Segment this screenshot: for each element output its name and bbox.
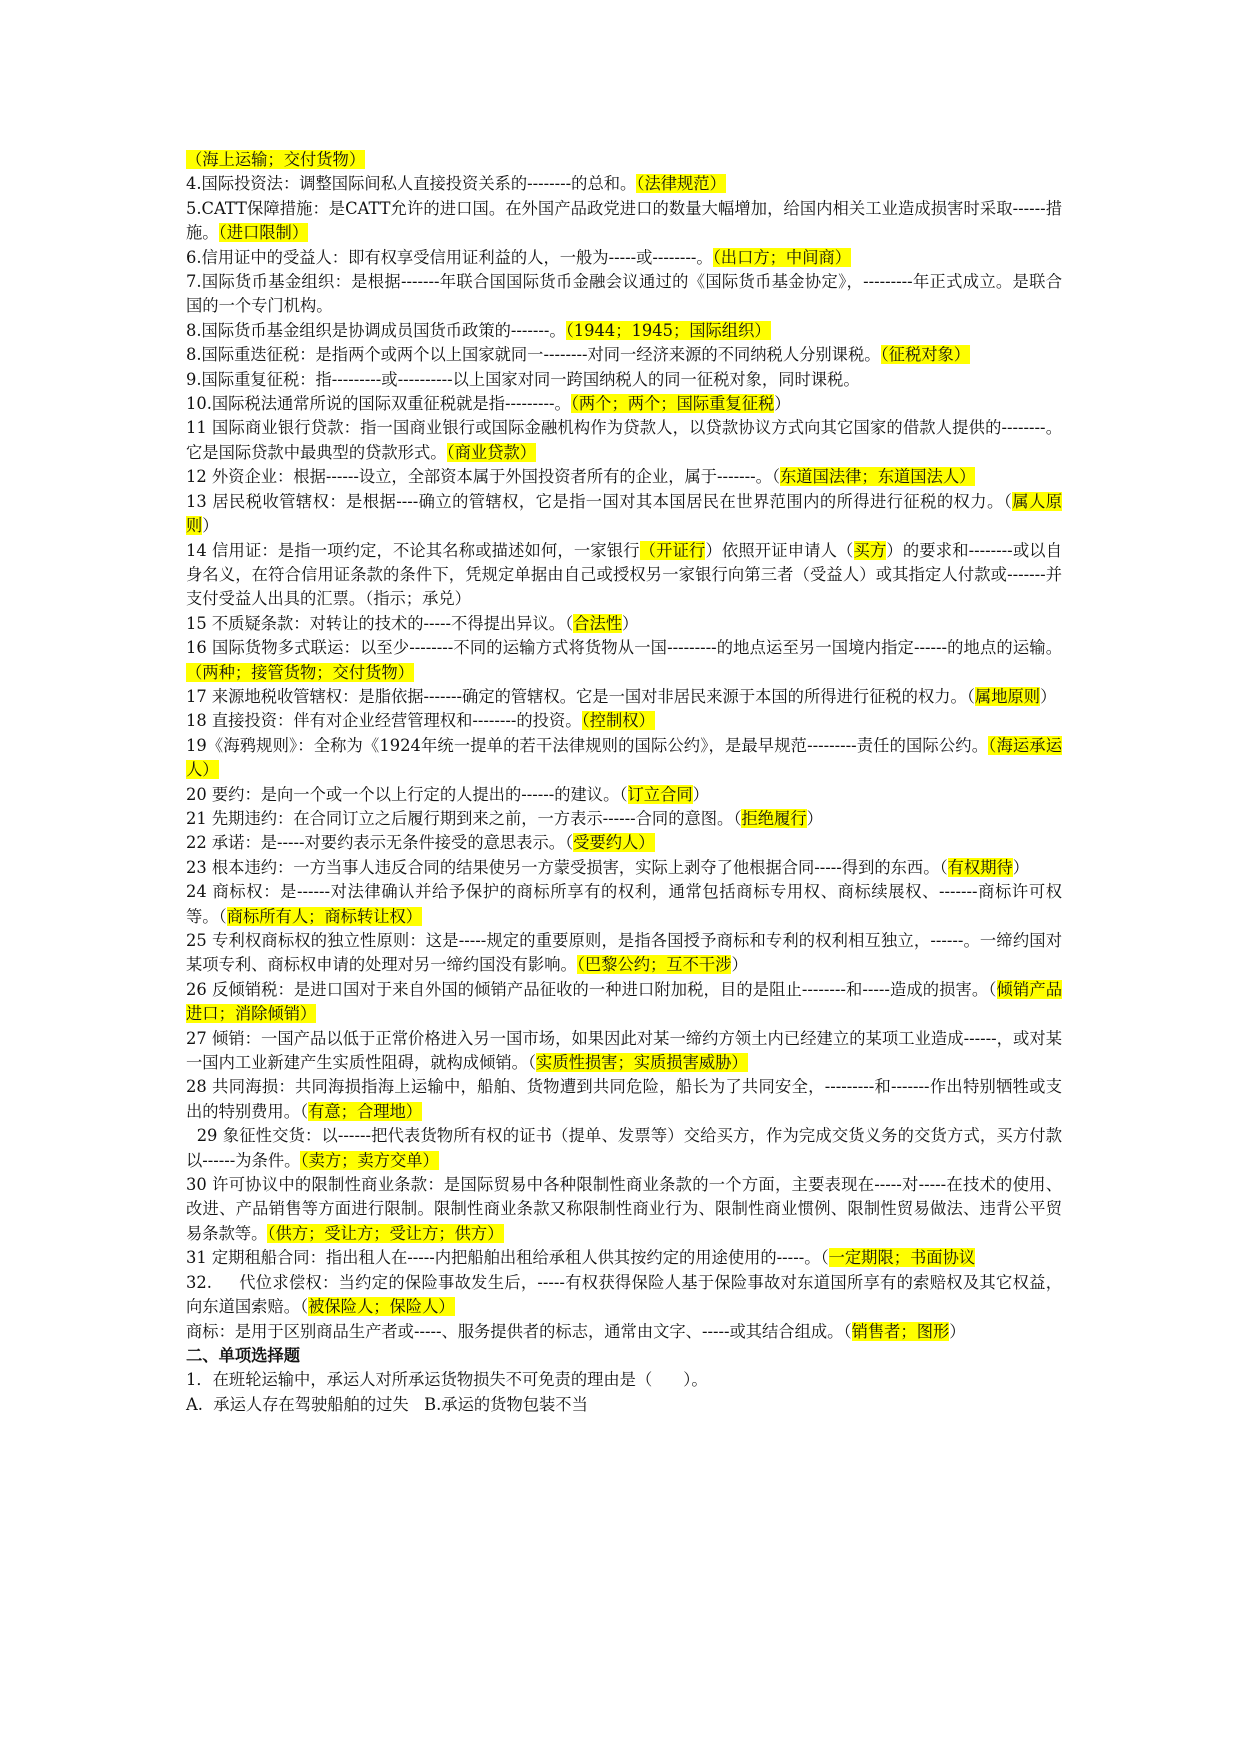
item-text: 27 倾销：一国产品以低于正常价格进入另一国市场，如果因此对某一缔约方领土内已经建立的某项工业造成------，或对某一国内工业新建产生实质性阻碍，就构成倾销。（ bbox=[186, 1028, 1062, 1073]
definition-item bbox=[186, 246, 1062, 270]
item-text: 29 象征性交货：以------把代表货物所有权的证书（提单、发票等）交给买方，作为完成交货义务的交货方式，买方付款以------为条件。 bbox=[186, 1126, 1062, 1170]
item-text: 11 国际商业银行贷款：指一国商业银行或国际金融机构作为贷款人，以贷款协议方式向其它国家的借款人提供的--------。它是国际贷款中最典型的贷款形式。 bbox=[186, 418, 1062, 462]
highlighted-answer: 一定期限；书面协议 bbox=[828, 1248, 976, 1268]
highlighted-answer: （两种；接管货物；交付货物） bbox=[186, 662, 414, 682]
fill-in-blank-list bbox=[186, 148, 1062, 1344]
definition-item bbox=[186, 172, 1062, 196]
definition-item bbox=[186, 978, 1062, 1027]
item-text: 商标：是用于区别商品生产者或-----、服务提供者的标志，通常由文字、-----或其结合组成。（ bbox=[186, 1321, 852, 1341]
highlighted-answer: 东道国法律；东道国法人） bbox=[780, 467, 976, 487]
highlighted-answer: 拒绝履行 bbox=[741, 808, 807, 828]
highlighted-answer: 受要约人） bbox=[573, 833, 655, 853]
item-text: 26 反倾销税：是进口国对于来自外国的倾销产品征收的一种进口附加税，目的是阻止--------和-----造成的损害。（ bbox=[186, 979, 997, 999]
item-text: 20 要约：是向一个或一个以上行定的人提出的------的建议。（ bbox=[186, 784, 628, 804]
definition-item bbox=[186, 343, 1062, 367]
item-text: ） bbox=[622, 613, 639, 633]
highlighted-answer: （1944；1945；国际组织） bbox=[565, 320, 771, 340]
item-text: 31 定期租船合同：指出租人在-----内把船舶出租给承租人供其按约定的用途使用的-----。（ bbox=[186, 1248, 829, 1268]
highlighted-answer: 合法性 bbox=[573, 613, 623, 633]
item-text: 30 许可协议中的限制性商业条款：是国际贸易中各种限制性商业条款的一个方面，主要表现在-----对-----在技术的使用、改进、产品销售等方面进行限制。限制性商业条款又称限制性商业行为、限制性商业惯例、限制性贸易做法、违背公平贸易条款等。 bbox=[186, 1175, 1062, 1243]
item-text: 4.国际投资法：调整国际间私人直接投资关系的--------的总和。 bbox=[186, 174, 637, 194]
item-text: 5.CATT保障措施：是CATT允许的进口国。在外国产品政党进口的数量大幅增加，给国内相关工业造成损害时采取------措施。 bbox=[186, 198, 1062, 243]
definition-item bbox=[186, 392, 1062, 416]
highlighted-answer: 被保险人；保险人） bbox=[308, 1297, 455, 1317]
item-text: 8.国际重迭征税：是指两个或两个以上国家就同一--------对同一经济来源的不同纳税人分别课税。 bbox=[186, 345, 881, 365]
definition-item bbox=[186, 783, 1062, 807]
item-text: 19《海鸦规则》：全称为《1924年统一提单的若干法律规则的国际公约》，是最早规范---------责任的国际公约。 bbox=[186, 735, 989, 755]
definition-item bbox=[186, 685, 1062, 709]
item-text: 13 居民税收管辖权：是根据----确立的管辖权，它是指一国对其本国居民在世界范围内的所得进行征税的权力。（ bbox=[186, 491, 1013, 511]
highlighted-answer: 有意；合理地） bbox=[308, 1101, 423, 1121]
definition-item bbox=[186, 636, 1062, 685]
highlighted-answer: （法律规范） bbox=[636, 174, 726, 194]
item-text: 14 信用证：是指一项约定，不论其名称或描述如何，一家银行 bbox=[186, 540, 640, 560]
item-text: ） bbox=[731, 955, 748, 975]
item-text: 7.国际货币基金组织：是根据-------年联合国国际货币金融会议通过的《国际货币基金协定》，---------年正式成立。是联合国的一个专门机构。 bbox=[186, 272, 1062, 316]
definition-item bbox=[186, 490, 1062, 539]
definition-item bbox=[186, 539, 1062, 612]
definition-item bbox=[186, 197, 1062, 246]
highlighted-answer: 商标所有人；商标转让权） bbox=[226, 906, 423, 926]
highlighted-answer: 有权期待 bbox=[947, 857, 1013, 877]
item-text: 22 承诺：是-----对要约表示无条件接受的意思表示。（ bbox=[186, 833, 574, 853]
highlighted-answer: （两个；两个；国际重复征税 bbox=[570, 394, 775, 414]
highlighted-answer: （供方；受让方；受让方；供方） bbox=[267, 1223, 504, 1243]
definition-item bbox=[186, 807, 1062, 831]
item-text: ） bbox=[806, 808, 823, 828]
item-text: ） bbox=[1040, 686, 1057, 706]
highlighted-answer: （海运承运人） bbox=[186, 735, 1062, 780]
definition-item bbox=[186, 465, 1062, 489]
item-text: ） bbox=[202, 516, 219, 536]
item-text: 16 国际货物多式联运：以至少--------不同的运输方式将货物从一国---------的地点运至另一国境内指定------的地点的运输。 bbox=[186, 638, 1062, 658]
item-text: ） bbox=[774, 394, 791, 414]
definition-item bbox=[186, 856, 1062, 880]
definition-item bbox=[186, 416, 1062, 465]
definition-item bbox=[186, 270, 1062, 319]
item-text: 24 商标权：是------对法律确认并给予保护的商标所享有的权利，通常包括商标专用权、商标续展权、-------商标许可权等。（ bbox=[186, 882, 1062, 926]
definition-item bbox=[186, 1075, 1062, 1124]
question-1-options: A. 承运人存在驾驶船舶的过失 B.承运的货物包装不当 bbox=[186, 1394, 588, 1414]
document-body bbox=[186, 148, 1062, 1417]
highlighted-answer: 销售者；图形 bbox=[851, 1321, 950, 1341]
highlighted-answer: （卖方；卖方交单） bbox=[300, 1150, 439, 1170]
definition-item bbox=[186, 148, 1062, 172]
highlighted-answer: 实质性损害；实质损害威胁） bbox=[536, 1053, 748, 1073]
question-1: 1．在班轮运输中，承运人对所承运货物损失不可免责的理由是（ ）。 bbox=[186, 1370, 708, 1390]
item-text: 15 不质疑条款：对转让的技术的-----不得提出异议。（ bbox=[186, 613, 574, 633]
definition-item bbox=[186, 612, 1062, 636]
item-text: ）依照开证申请人（ bbox=[705, 540, 854, 560]
definition-item bbox=[186, 831, 1062, 855]
item-text: 18 直接投资：伴有对企业经营管理权和--------的投资。 bbox=[186, 711, 582, 731]
highlighted-answer: 买方 bbox=[853, 540, 887, 560]
highlighted-answer: （巴黎公约；互不干涉 bbox=[576, 955, 732, 975]
definition-item bbox=[186, 709, 1062, 733]
highlighted-answer: （海上运输；交付货物） bbox=[186, 150, 366, 169]
item-text: 12 外资企业：根据------设立，全部资本属于外国投资者所有的企业，属于-------。（ bbox=[186, 467, 780, 487]
section-title: 二、单项选择题 bbox=[186, 1345, 300, 1365]
item-text: 10.国际税法通常所说的国际双重征税就是指---------。 bbox=[186, 394, 571, 414]
highlighted-answer: 属人原则 bbox=[186, 491, 1062, 536]
item-text: ） bbox=[1012, 857, 1030, 877]
highlighted-answer: （进口限制） bbox=[218, 223, 309, 243]
definition-item bbox=[186, 1173, 1062, 1246]
highlighted-answer: （出口方；中间商） bbox=[712, 247, 852, 267]
highlighted-answer: （控制权） bbox=[581, 711, 655, 731]
definition-item bbox=[186, 929, 1062, 978]
definition-item bbox=[186, 1027, 1062, 1076]
item-text: 32. 代位求偿权：当约定的保险事故发生后，-----有权获得保险人基于保险事故对东道国所享有的索赔权及其它权益，向东道国索赔。（ bbox=[186, 1272, 1062, 1317]
item-text: ） bbox=[692, 784, 709, 804]
highlighted-answer: （开证行 bbox=[639, 540, 706, 560]
item-text: 8.国际货币基金组织是协调成员国货币政策的-------。 bbox=[186, 320, 566, 340]
definition-item bbox=[186, 1320, 1062, 1344]
highlighted-answer: （征税对象） bbox=[880, 345, 971, 365]
item-text: 28 共同海损：共同海损指海上运输中，船舶、货物遭到共同危险，船长为了共同安全，---------和-------作出特别牺牲或支出的特别费用。（ bbox=[186, 1077, 1062, 1121]
highlighted-answer: （商业贷款） bbox=[446, 442, 537, 462]
definition-item bbox=[186, 368, 1062, 392]
definition-item bbox=[186, 1271, 1062, 1320]
item-text: 9.国际重复征税：指---------或----------以上国家对同一跨国纳税人的同一征税对象，同时课税。 bbox=[186, 369, 860, 389]
definition-item bbox=[186, 319, 1062, 343]
highlighted-answer: 订立合同 bbox=[627, 784, 693, 804]
definition-item bbox=[186, 1124, 1062, 1173]
item-text: 25 专利权商标权的独立性原则：这是-----规定的重要原则，是指各国授予商标和专利的权利相互独立，------。一缔约国对某项专利、商标权申请的处理对另一缔约国没有影响。 bbox=[186, 931, 1062, 975]
definition-item bbox=[186, 734, 1062, 783]
highlighted-answer: 属地原则 bbox=[974, 686, 1041, 706]
highlighted-answer: 倾销产品进口；消除倾销） bbox=[186, 979, 1062, 1024]
item-text: 6.信用证中的受益人：即有权享受信用证利益的人，一般为-----或--------。 bbox=[186, 247, 713, 267]
definition-item bbox=[186, 880, 1062, 929]
item-text: 23 根本违约：一方当事人违反合同的结果使另一方蒙受损害，实际上剥夺了他根据合同-----得到的东西。（ bbox=[186, 857, 948, 877]
item-text: 21 先期违约：在合同订立之后履行期到来之前，一方表示------合同的意图。（ bbox=[186, 808, 742, 828]
item-text: ） bbox=[949, 1321, 966, 1341]
definition-item bbox=[186, 1246, 1062, 1270]
item-text: ）的要求和--------或以自身名义，在符合信用证条款的条件下，凭规定单据由自己或授权另一家银行向第三者（受益人）或其指定人付款或-------并支付受益人出具的汇票。（指示；承兑） bbox=[186, 540, 1062, 609]
item-text: 17 来源地税收管辖权：是脂依据-------确定的管辖权。它是一国对非居民来源于本国的所得进行征税的权力。（ bbox=[186, 686, 975, 706]
